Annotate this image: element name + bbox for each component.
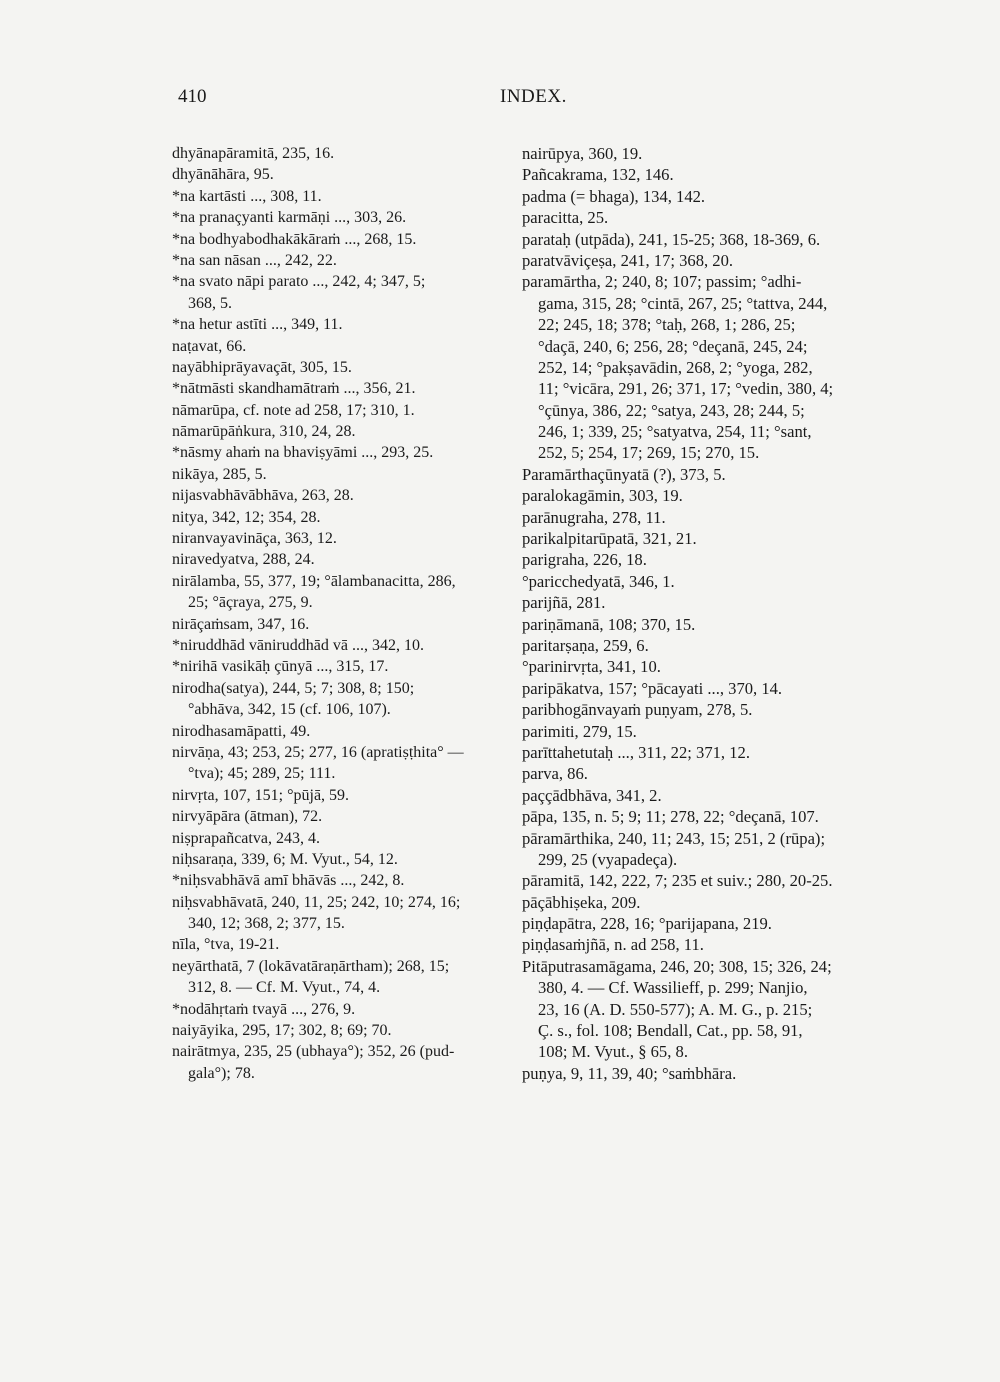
index-entry-line: gala°); 78. (188, 1064, 255, 1082)
index-entry-line: nirvāṇa, 43; 253, 25; 277, 16 (apratiṣṭhita° — (172, 743, 464, 761)
index-entry-line: paralokagāmin, 303, 19. (522, 486, 683, 506)
index-entry-line: nāmarūpāṅkura, 310, 24, 28. (172, 423, 356, 441)
index-entry-line: padma (= bhaga), 134, 142. (522, 186, 706, 206)
index-entry-line: nirvṛta, 107, 151; °pūjā, 59. (172, 786, 350, 804)
index-entry-line: Ç. s., fol. 108; Bendall, Cat., pp. 58, 91, (538, 1021, 803, 1041)
index-entry-line: *nirihā vasikāḥ çūnyā ..., 315, 17. (172, 658, 389, 676)
index-entry-line: neyārthatā, 7 (lokāvatāraṇārtham); 268, 15; (172, 957, 450, 975)
index-entry-line: 299, 25 (vyapadeça). (538, 849, 678, 869)
index-entry-line: naiyāyika, 295, 17; 302, 8; 69; 70. (172, 1022, 392, 1040)
index-entry-line: parānugraha, 278, 11. (522, 507, 666, 527)
index-entry-line: *na kartāsti ..., 308, 11. (172, 187, 322, 205)
index-entry-line: nirodha(satya), 244, 5; 7; 308, 8; 150; (172, 679, 415, 697)
index-entry-line: 108; M. Vyut., § 65, 8. (538, 1042, 688, 1062)
index-entry-line: piṇḍasaṁjñā, n. ad 258, 11. (522, 935, 704, 955)
index-entry-line: parijñā, 281. (522, 593, 606, 613)
index-entry-line: paççādbhāva, 341, 2. (522, 785, 662, 805)
index-entry-line: niḥsaraṇa, 339, 6; M. Vyut., 54, 12. (172, 850, 398, 868)
index-entry-line: Paramārthaçūnyatā (?), 373, 5. (522, 464, 726, 484)
index-entry-line: nitya, 342, 12; 354, 28. (172, 508, 321, 526)
index-entry-line: pāramārthika, 240, 11; 243, 15; 251, 2 (rūpa); (522, 828, 826, 848)
index-entry-line: 25; °āçraya, 275, 9. (188, 594, 313, 612)
index-entry-line: dhyānapāramitā, 235, 16. (172, 145, 335, 162)
index-entry-line: nikāya, 285, 5. (172, 465, 267, 483)
index-entry-line: parigraha, 226, 18. (522, 550, 647, 570)
right-index-column (522, 143, 882, 1084)
index-entry-line: Pañcakrama, 132, 146. (522, 165, 674, 185)
index-entry-line: puṇya, 9, 11, 39, 40; °saṁbhāra. (522, 1063, 737, 1083)
left-index-column (172, 143, 497, 1084)
index-entry-line: *na bodhyabodhakākāraṁ ..., 268, 15. (172, 230, 417, 248)
index-entry-line: parimiti, 279, 15. (522, 721, 637, 741)
index-entry-line: naṭavat, 66. (172, 337, 247, 355)
index-entry-line: paribhogānvayaṁ puṇyam, 278, 5. (522, 700, 753, 720)
index-entry-line: pāramitā, 142, 222, 7; 235 et suiv.; 280, 20-25. (522, 871, 833, 891)
index-entry-line: niranvayavināça, 363, 12. (172, 530, 337, 548)
index-entry-line: nirodhasamāpatti, 49. (172, 722, 311, 740)
index-entry-line: 23, 16 (A. D. 550-577); A. M. G., p. 215; (538, 999, 813, 1019)
index-entry-line: niravedyatva, 288, 24. (172, 551, 315, 569)
index-entry-line: °daçā, 240, 6; 256, 28; °deçanā, 245, 24; (538, 336, 808, 356)
page-number: 410 (178, 86, 207, 107)
index-entry-line: 380, 4. — Cf. Wassilieff, p. 299; Nanjio, (538, 978, 808, 998)
index-entry-line: pariṇāmanā, 108; 370, 15. (522, 614, 696, 634)
index-entry-line: paramārtha, 2; 240, 8; 107; passim; °adhi- (522, 272, 802, 292)
index-entry-line: °çūnya, 386, 22; °satya, 243, 28; 244, 5; (538, 400, 805, 420)
index-entry-line: *nodāhṛtaṁ tvayā ..., 276, 9. (172, 1000, 356, 1018)
index-entry-line: 252, 5; 254, 17; 269, 15; 270, 15. (538, 443, 760, 463)
index-entry-line: nairātmya, 235, 25 (ubhaya°); 352, 26 (pud- (172, 1043, 455, 1061)
index-entry-line: *na svato nāpi parato ..., 242, 4; 347, 5; (172, 273, 426, 291)
index-entry-line: *nātmāsti skandhamātraṁ ..., 356, 21. (172, 380, 416, 398)
index-entry-line: *niruddhād vāniruddhād vā ..., 342, 10. (172, 636, 424, 654)
index-entry-line: *niḥsvabhāvā amī bhāvās ..., 242, 8. (172, 872, 405, 890)
index-entry-line: nairūpya, 360, 19. (522, 144, 643, 163)
index-entry-line: *na hetur astīti ..., 349, 11. (172, 316, 343, 334)
index-entry-line: parīttahetutaḥ ..., 311, 22; 371, 12. (522, 742, 750, 762)
index-entry-line: niḥsvabhāvatā, 240, 11, 25; 242, 10; 274, 16; (172, 893, 461, 911)
index-entry-line: paratvāviçeṣa, 241, 17; 368, 20. (522, 250, 734, 270)
index-entry-line: niṣprapañcatva, 243, 4. (172, 829, 320, 847)
index-entry-line: nirāçaṁsam, 347, 16. (172, 615, 310, 633)
index-entry-line: *na pranaçyanti karmāṇi ..., 303, 26. (172, 209, 407, 227)
index-entry-line: parataḥ (utpāda), 241, 15-25; 368, 18-369, 6. (522, 229, 821, 249)
index-entry-line: nirālamba, 55, 377, 19; °ālambanacitta, 286, (172, 572, 456, 590)
index-entry-line: parikalpitarūpatā, 321, 21. (522, 529, 697, 549)
index-entry-line: nijasvabhāvābhāva, 263, 28. (172, 487, 354, 505)
index-entry-line: nāmarūpa, cf. note ad 258, 17; 310, 1. (172, 401, 415, 419)
index-entry-line: °parinirvṛta, 341, 10. (522, 657, 661, 677)
index-entry-line: 340, 12; 368, 2; 377, 15. (188, 915, 345, 933)
index-entry-line: dhyānāhāra, 95. (172, 166, 274, 184)
index-entry-line: °tva); 45; 289, 25; 111. (188, 765, 336, 783)
index-entry-line: °paricchedyatā, 346, 1. (522, 571, 675, 591)
index-entry-line: paripākatva, 157; °pācayati ..., 370, 14. (522, 678, 783, 698)
index-entry-line: 22; 245, 18; 378; °taḥ, 268, 1; 286, 25; (538, 315, 796, 335)
index-entry-line: 368, 5. (188, 294, 232, 312)
running-head: INDEX. (500, 86, 567, 107)
index-entry-line: paracitta, 25. (522, 208, 609, 228)
index-entry-line: Pitāputrasamāgama, 246, 20; 308, 15; 326, 24; (522, 956, 832, 976)
index-entry-line: 252, 14; °pakṣavādin, 268, 2; °yoga, 282, (538, 357, 813, 377)
index-entry-line: pāpa, 135, n. 5; 9; 11; 278, 22; °deçanā, 107. (522, 807, 819, 827)
index-entry-line: gama, 315, 28; °cintā, 267, 25; °tattva, 244, (538, 293, 828, 313)
index-entry-line: pāçābhiṣeka, 209. (522, 892, 641, 912)
index-entry-line: *na san nāsan ..., 242, 22. (172, 251, 337, 269)
index-entry-line: *nāsmy ahaṁ na bhaviṣyāmi ..., 293, 25. (172, 444, 434, 462)
index-entry-line: 246, 1; 339, 25; °satyatva, 254, 11; °sant, (538, 422, 812, 442)
index-entry-line: nirvyāpāra (ātman), 72. (172, 808, 323, 826)
index-entry-line: paritarṣaṇa, 259, 6. (522, 635, 649, 655)
index-entry-line: piṇḍapātra, 228, 16; °parijapana, 219. (522, 914, 772, 934)
index-entry-line: 11; °vicāra, 291, 26; 371, 17; °vedin, 380, 4; (538, 379, 834, 399)
index-entry-line: °abhāva, 342, 15 (cf. 106, 107). (188, 701, 391, 719)
index-entry-line: nayābhiprāyavaçāt, 305, 15. (172, 358, 352, 376)
index-entry-line: parva, 86. (522, 764, 588, 784)
index-entry-line: nīla, °tva, 19-21. (172, 936, 280, 954)
index-entry-line: 312, 8. — Cf. M. Vyut., 74, 4. (188, 979, 381, 997)
